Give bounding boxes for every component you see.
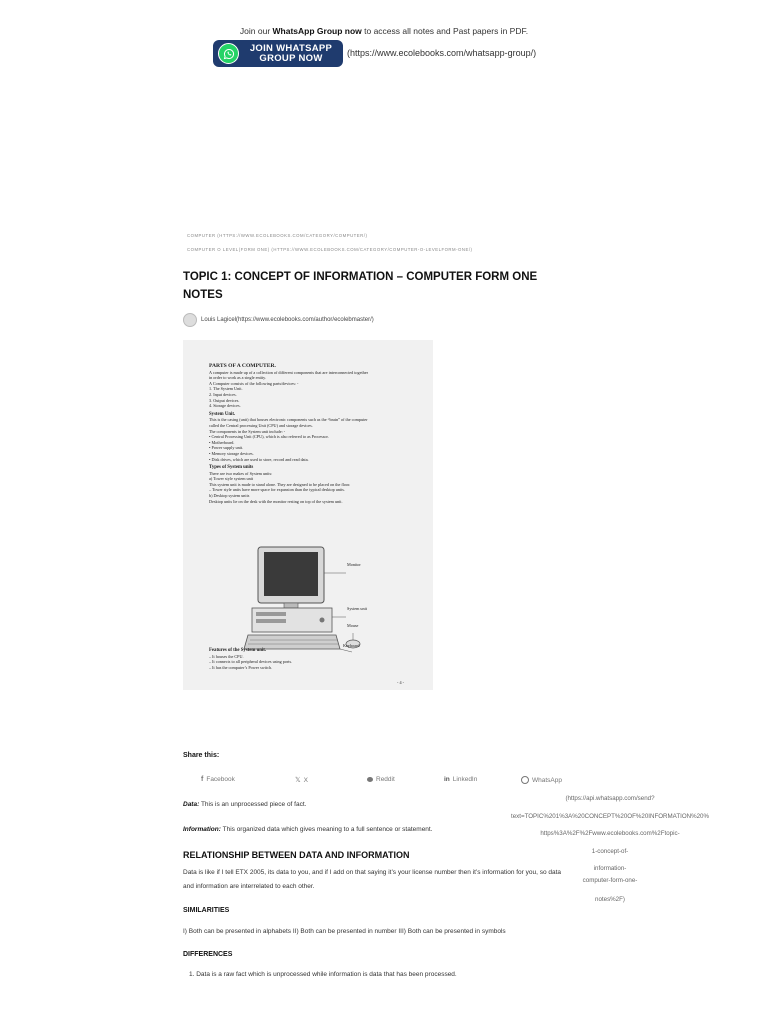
share-linkedin-button[interactable]: in LinkedIn <box>444 776 478 783</box>
differences-heading: DIFFERENCES <box>183 951 233 958</box>
author-link[interactable]: Louis Lagicel(https://www.ecolebooks.com/author/ecolebmaster/) <box>201 317 374 323</box>
system-unit-features: Features of the System unit. – It houses the CPU. – It connects to all peripheral devices using ports. – It has the computer’s Power switch. <box>209 648 293 670</box>
whatsapp-share-icon <box>521 776 529 784</box>
article-title: TOPIC 1: CONCEPT OF INFORMATION – COMPUTER FORM ONE NOTES <box>183 271 538 301</box>
monitor-label: Monitor <box>347 562 361 567</box>
mouse-label: Mouse <box>347 623 359 628</box>
similarities-text: I) Both can be presented in alphabets II) Both can be presented in number III) Both can be presented in symbols <box>183 928 506 935</box>
author-byline[interactable] <box>183 313 374 327</box>
differences-item: 1. Data is a raw fact which is unprocessed while information is data that has been processed. <box>189 971 457 978</box>
whatsapp-share-url[interactable]: (https://api.whatsapp.com/send? text=TOPIC%201%3A%20CONCEPT%20OF%20INFORMATION%20% https%3A%2F%2Fwww.ecolebooks.com%2Ftopic- 1-concept-of- information- computer-form-one- notes%2F) <box>510 795 709 903</box>
data-definition: Data: This is an unprocessed piece of fact. <box>183 801 307 808</box>
whatsapp-icon <box>218 43 239 64</box>
share-reddit-button[interactable]: Reddit <box>367 776 395 783</box>
system-unit-label: System unit <box>347 606 367 611</box>
share-facebook-button[interactable]: f Facebook <box>201 776 235 783</box>
relationship-paragraph: Data is like if I tell ETX 2005, its data to you, and if I add on that saying it’s your license number then it’s information for you, so data and information are interrelated to each other. <box>183 869 562 890</box>
page-number: - 4 - <box>397 680 404 685</box>
information-definition: Information: This organized data which gives meaning to a full sentence or statement. <box>183 826 433 833</box>
keyboard-label: Keyboard <box>343 643 360 648</box>
join-whatsapp-button-label: JOIN WHATSAPP GROUP NOW <box>249 42 333 64</box>
facebook-icon: f <box>201 776 204 783</box>
whatsapp-group-link[interactable]: (https://www.ecolebooks.com/whatsapp-group/) <box>347 48 537 58</box>
breadcrumb-category-computer[interactable]: COMPUTER (HTTPS://WWW.ECOLEBOOKS.COM/CATEGORY/COMPUTER/) <box>187 233 368 238</box>
relationship-heading: RELATIONSHIP BETWEEN DATA AND INFORMATION <box>183 850 410 860</box>
whatsapp-promo-text: Join our WhatsApp Group now to access all notes and Past papers in PDF. <box>239 26 529 36</box>
share-whatsapp-button[interactable]: WhatsApp <box>521 776 562 784</box>
promo-bold-text: WhatsApp Group now <box>272 26 362 36</box>
notes-page-text: PARTS OF A COMPUTER. A computer is made up of a collection of different components that are interconnected together in order to work as a single entity. A Computer consists of the following parts/devices: - 1. The System Unit. 2. Input devices. 3. Output devices. 4. Storage devices. System Unit. This is the casing (unit) that houses electronic components such as the “brain” of the computer called the Central processing Unit (CPU) and storage devices. The components in the System unit include: - • Central Processing Unit (CPU), which is also referred to as Processor. • Motherboard. • Power supply unit. • Memory storage devices. • Disk drives, which are used to store, record and read data. Types of System units There are two makes of System units: a) Tower style system unit This system unit is made to stand alone. They are designed to be placed on the floor. – Tower style units have more space for expansion than the typical desktop units. b) Desktop system units Desktop units lie on the desk with the monitor resting on top of the system unit. <box>209 363 368 504</box>
author-avatar <box>183 313 197 327</box>
share-x-button[interactable]: 𝕏 X <box>295 776 308 784</box>
share-label: Share this: <box>183 752 220 759</box>
linkedin-icon: in <box>444 776 450 783</box>
desktop-computer-illustration <box>240 545 390 655</box>
similarities-heading: SIMILARITIES <box>183 907 230 914</box>
reddit-icon <box>367 777 373 782</box>
breadcrumb-category-form-one[interactable]: COMPUTER O LEVEL(FORM ONE) (HTTPS://WWW.ECOLEBOOKS.COM/CATEGORY/COMPUTER-O-LEVELFORM-ONE/) <box>187 247 473 252</box>
join-whatsapp-button[interactable] <box>213 40 343 67</box>
notes-page-image <box>183 340 433 690</box>
x-icon: 𝕏 <box>295 777 301 784</box>
